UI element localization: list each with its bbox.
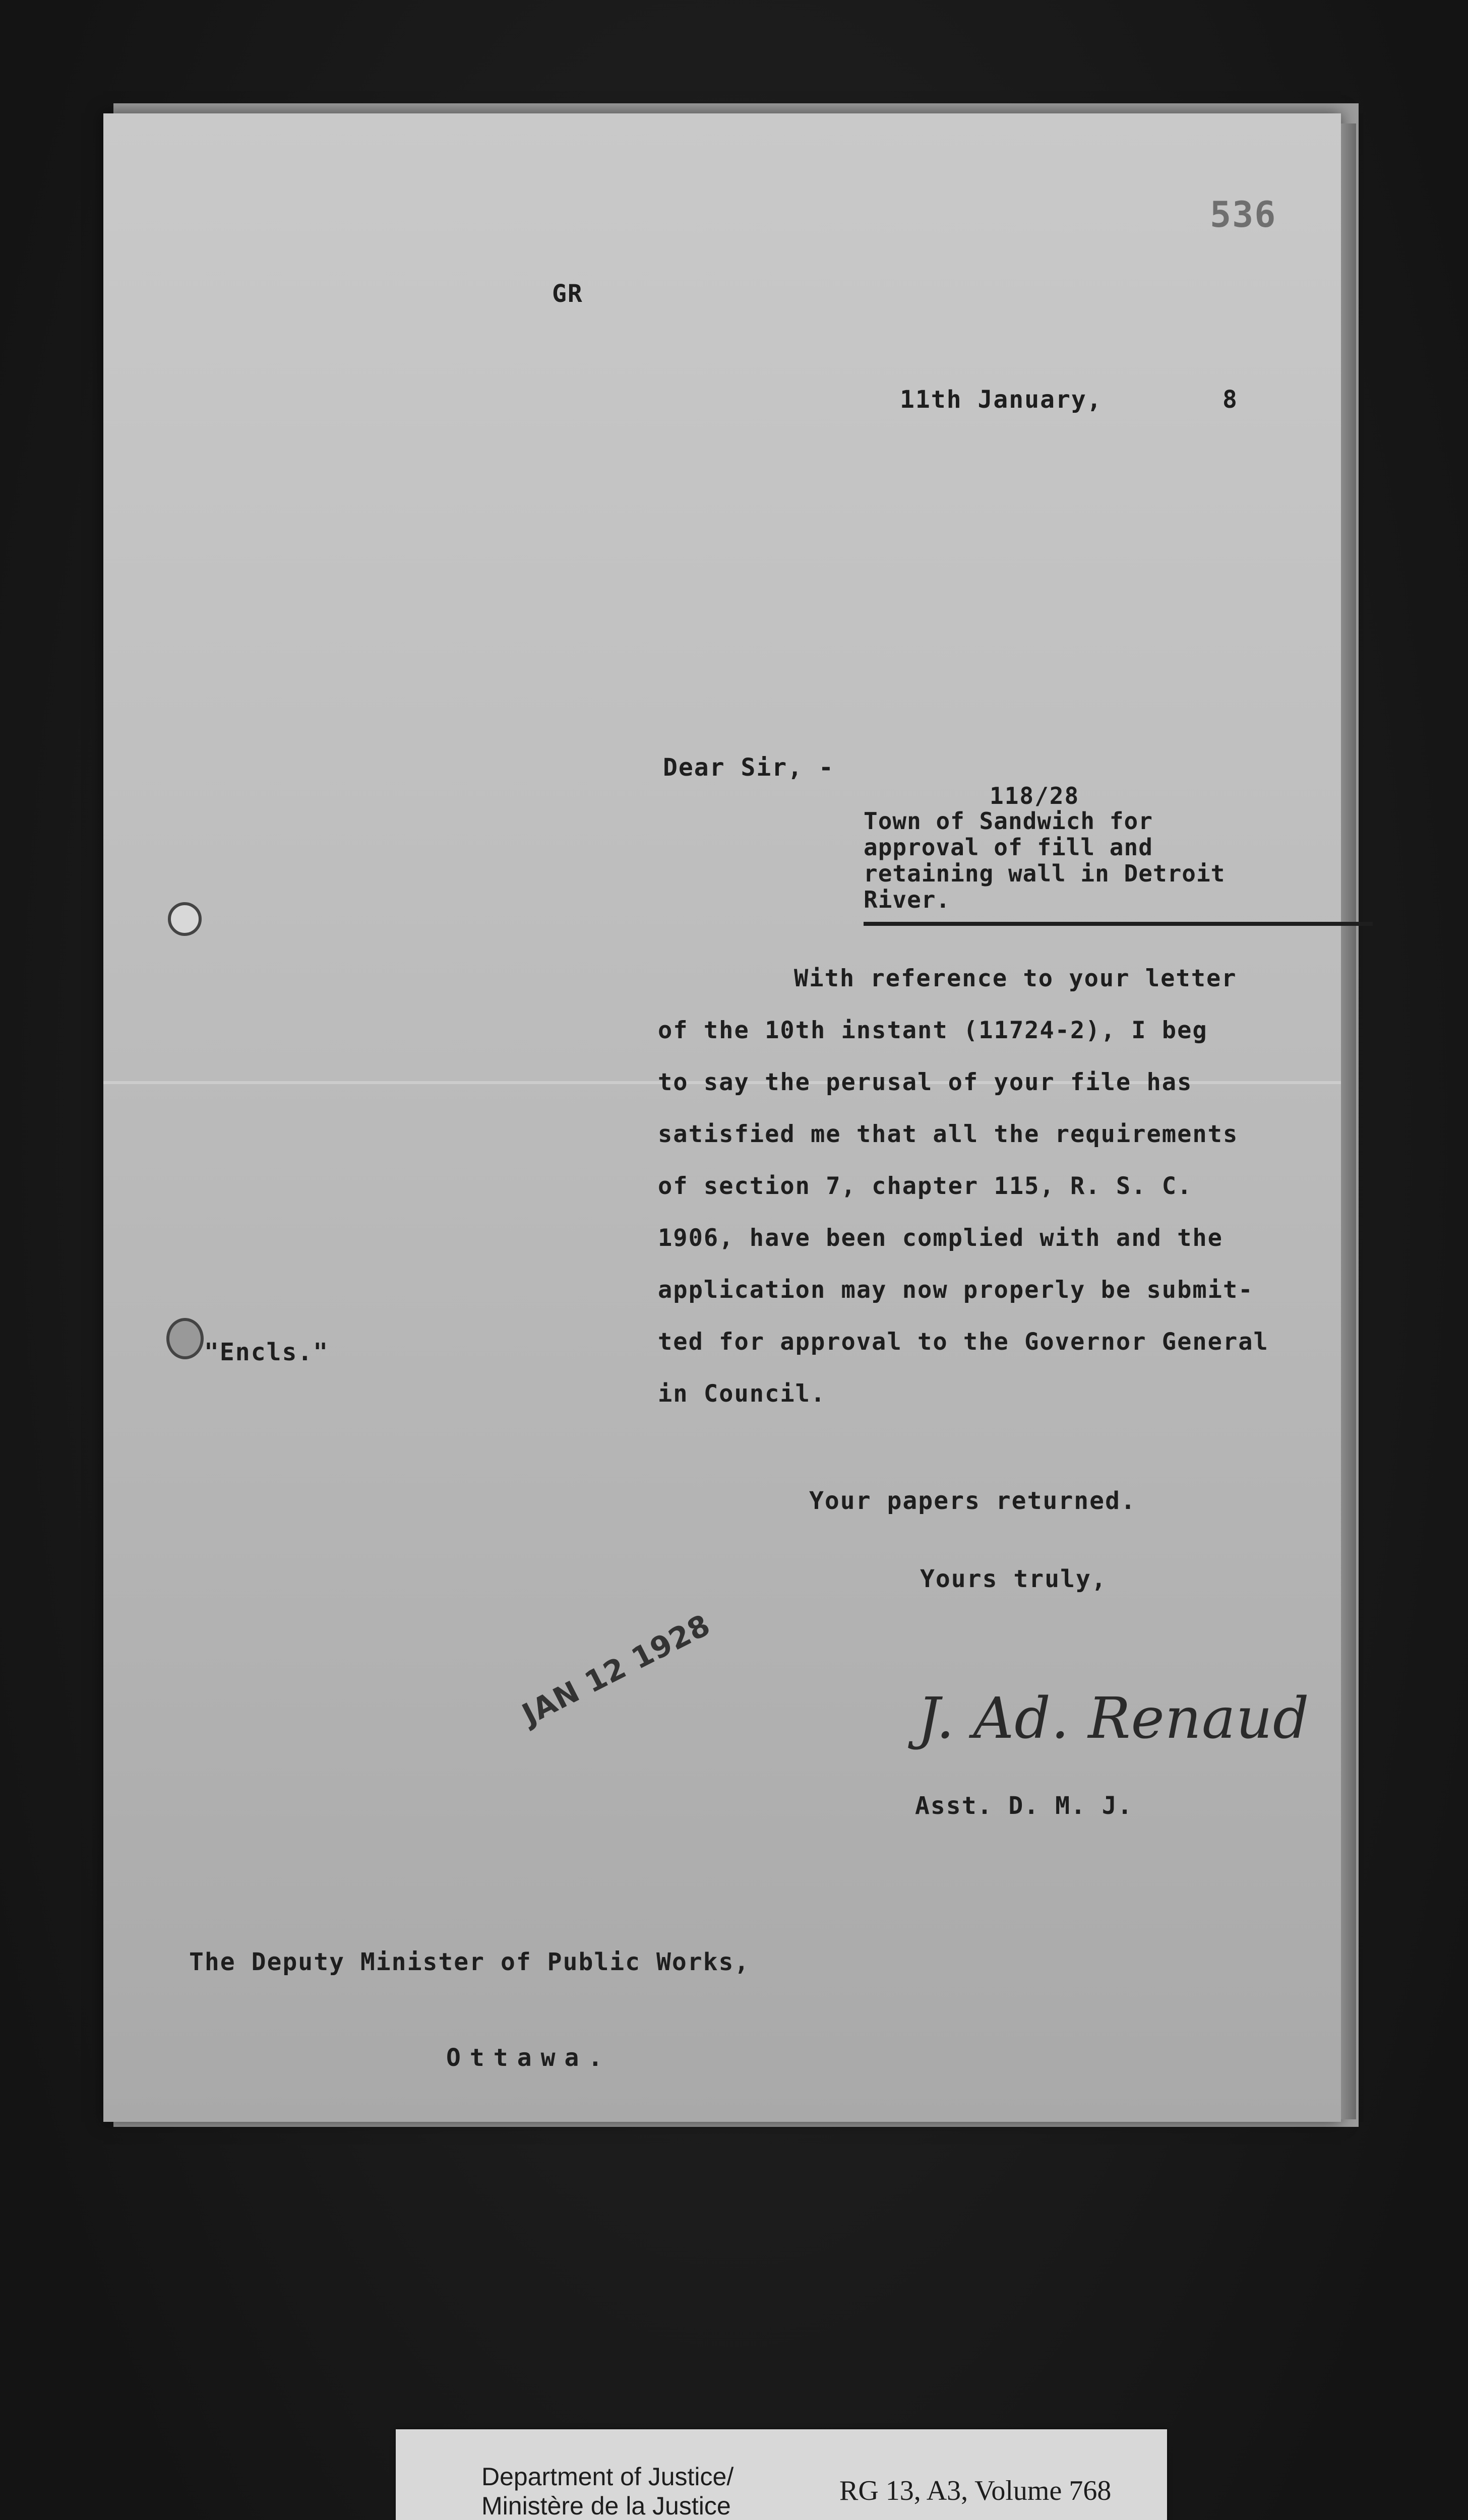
enclosures-note: "Encls."	[204, 1338, 329, 1366]
papers-returned: Your papers returned.	[809, 1487, 1136, 1515]
signature: J. Ad. Renaud	[918, 1686, 1310, 1751]
body-line: 1906, have been complied with and the	[658, 1224, 1223, 1252]
body-line: ted for approval to the Governor General	[658, 1328, 1269, 1356]
subject-line: approval of fill and	[864, 834, 1153, 861]
salutation: Dear Sir, -	[663, 753, 834, 782]
file-reference: 118/28	[990, 782, 1080, 809]
signature-title: Asst. D. M. J.	[915, 1792, 1133, 1820]
body-line: satisfied me that all the requirements	[658, 1120, 1239, 1148]
letter-date: 11th January,	[900, 386, 1103, 414]
department-name	[481, 2462, 733, 2520]
subject-line: retaining wall in Detroit	[864, 860, 1226, 887]
subject-block	[864, 784, 1373, 926]
department-english: Department of Justice/	[481, 2463, 734, 2491]
letter-page	[103, 113, 1341, 2122]
body-line: With reference to your letter	[794, 965, 1237, 992]
body-line: of the 10th instant (11724-2), I beg	[658, 1017, 1208, 1044]
punch-hole	[166, 1318, 204, 1359]
punch-hole	[168, 902, 202, 936]
subject-line: River.	[864, 886, 951, 913]
closing: Yours truly,	[920, 1565, 1107, 1593]
initials: GR	[552, 280, 583, 308]
received-date-stamp: JAN 12 1928	[517, 1607, 716, 1732]
body-line: application may now properly be submit-	[658, 1276, 1254, 1304]
body-line: of section 7, chapter 115, R. S. C.	[658, 1172, 1193, 1200]
date-suffix: 8	[1222, 386, 1238, 414]
body-line: to say the perusal of your file has	[658, 1068, 1193, 1096]
record-group: RG 13, A3, Volume 768	[839, 2475, 1112, 2506]
letter-body	[658, 953, 1444, 1420]
addressee: The Deputy Minister of Public Works,	[189, 1948, 750, 1976]
body-line: in Council.	[658, 1380, 826, 1408]
archive-reference-label	[396, 2429, 1167, 2520]
page-number: 536	[1210, 194, 1277, 235]
addressee-city: Ottawa.	[446, 2044, 612, 2072]
department-french: Ministère de la Justice	[481, 2492, 731, 2520]
subject-line: Town of Sandwich for	[864, 807, 1153, 835]
